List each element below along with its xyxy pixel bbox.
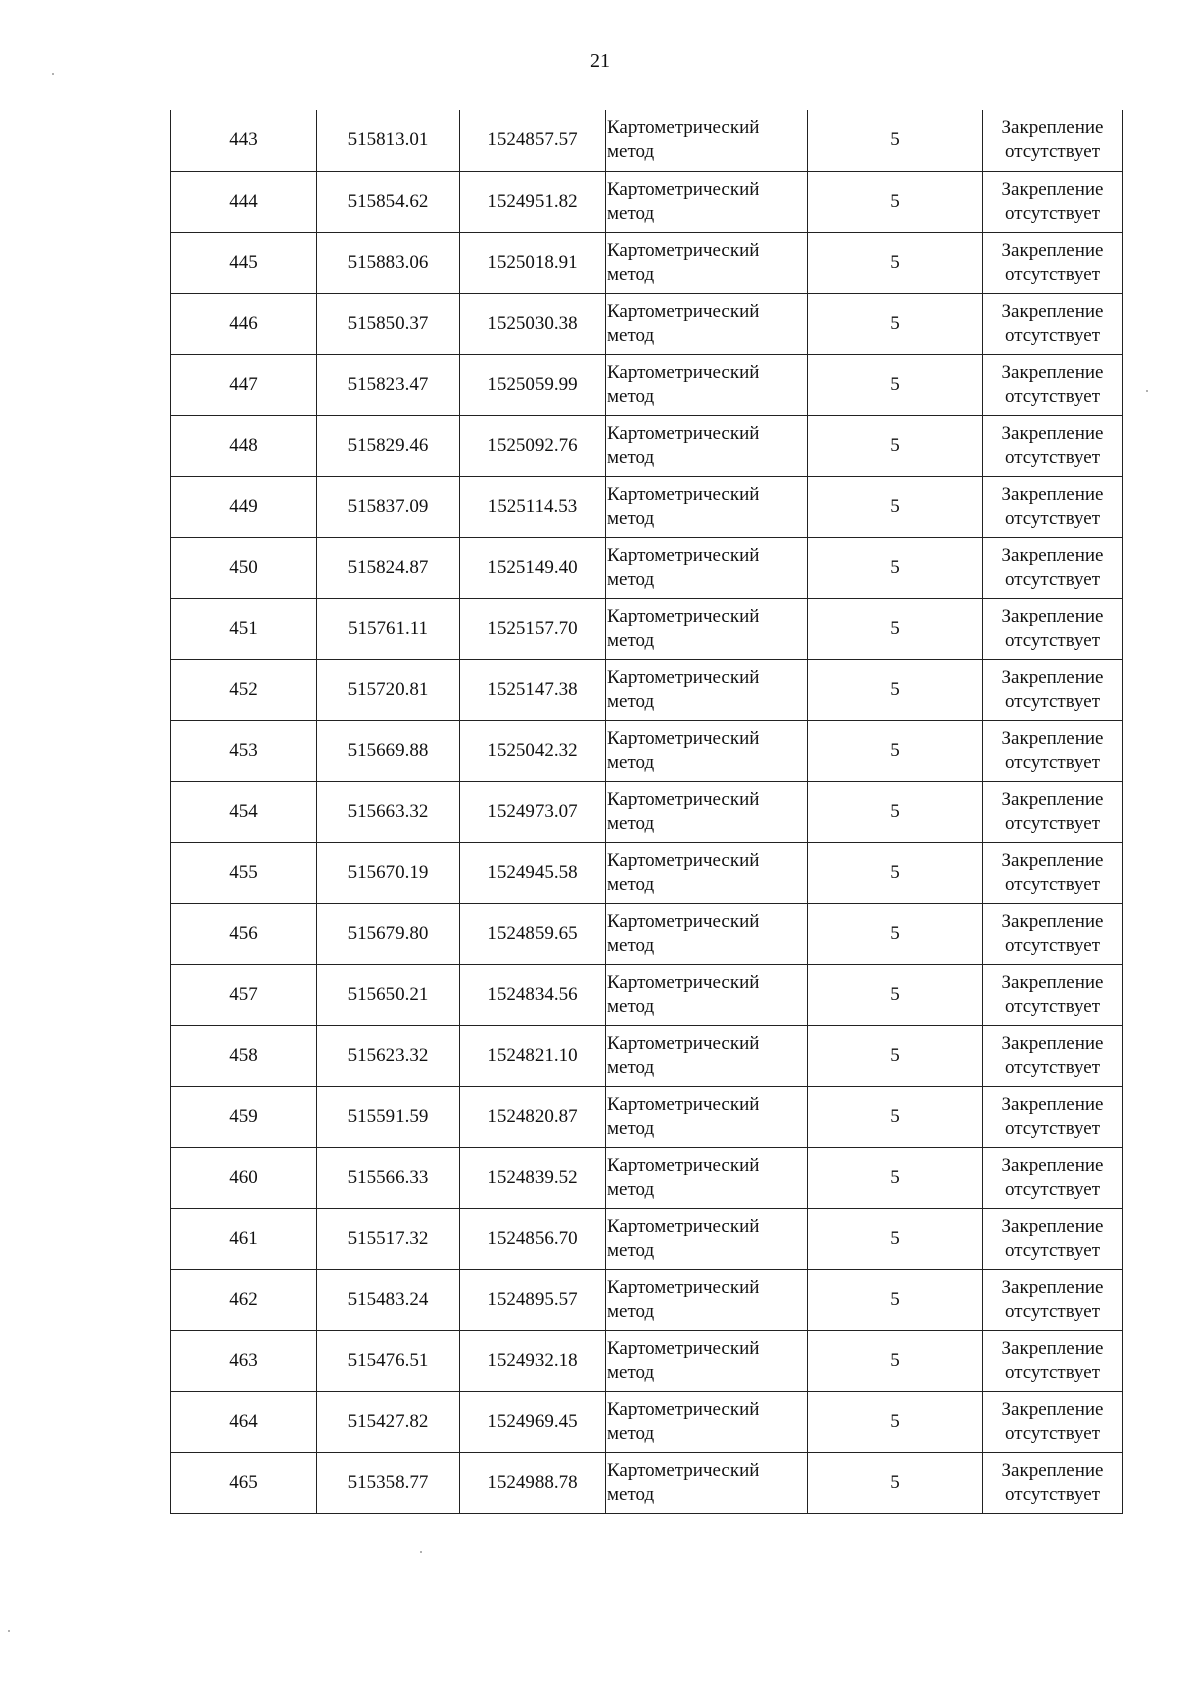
point-number-cell: 456	[171, 903, 317, 964]
method-line-2: метод	[607, 1300, 655, 1322]
fixation-cell	[983, 293, 1123, 354]
fixation-line-1: Закрепление	[1001, 1276, 1104, 1298]
x-coordinate-cell: 515720.81	[317, 659, 460, 720]
method-line-1: Картометрический	[607, 1032, 760, 1054]
accuracy-cell: 5	[808, 903, 983, 964]
table-row	[171, 1330, 1123, 1391]
accuracy-cell: 5	[808, 1208, 983, 1269]
table-row	[171, 537, 1123, 598]
y-coordinate-cell: 1524945.58	[460, 842, 606, 903]
fixation-line-1: Закрепление	[1001, 605, 1104, 627]
fixation-cell	[983, 537, 1123, 598]
y-coordinate-cell: 1524973.07	[460, 781, 606, 842]
method-line-1: Картометрический	[607, 605, 760, 627]
fixation-cell	[983, 781, 1123, 842]
x-coordinate-cell: 515850.37	[317, 293, 460, 354]
method-line-1: Картометрический	[607, 422, 760, 444]
point-number-cell: 443	[171, 110, 317, 171]
method-line-1: Картометрический	[607, 727, 760, 749]
method-line-1: Картометрический	[607, 1459, 760, 1481]
method-line-2: метод	[607, 1056, 655, 1078]
fixation-cell	[983, 720, 1123, 781]
accuracy-cell: 5	[808, 964, 983, 1025]
method-line-2: метод	[607, 1361, 655, 1383]
scan-speck	[420, 1551, 422, 1553]
method-line-1: Картометрический	[607, 544, 760, 566]
y-coordinate-cell: 1525092.76	[460, 415, 606, 476]
y-coordinate-cell: 1524839.52	[460, 1147, 606, 1208]
fixation-cell	[983, 415, 1123, 476]
point-number-cell: 449	[171, 476, 317, 537]
fixation-line-1: Закрепление	[1001, 1459, 1104, 1481]
method-line-1: Картометрический	[607, 1276, 760, 1298]
fixation-cell	[983, 1330, 1123, 1391]
method-line-2: метод	[607, 1483, 655, 1505]
method-line-1: Картометрический	[607, 117, 760, 139]
fixation-cell	[983, 659, 1123, 720]
accuracy-cell: 5	[808, 842, 983, 903]
method-line-2: метод	[607, 568, 655, 590]
fixation-line-2: отсутствует	[1004, 751, 1101, 773]
method-cell	[606, 598, 808, 659]
method-line-1: Картометрический	[607, 1337, 760, 1359]
table-row	[171, 171, 1123, 232]
method-line-1: Картометрический	[607, 178, 760, 200]
fixation-line-2: отсутствует	[1004, 568, 1101, 590]
fixation-line-2: отсутствует	[1004, 507, 1101, 529]
accuracy-cell: 5	[808, 232, 983, 293]
point-number-cell: 444	[171, 171, 317, 232]
table-row	[171, 1452, 1123, 1513]
table-row	[171, 598, 1123, 659]
fixation-line-2: отсутствует	[1004, 141, 1101, 163]
method-line-2: метод	[607, 812, 655, 834]
fixation-line-2: отсутствует	[1004, 934, 1101, 956]
fixation-line-1: Закрепление	[1001, 1337, 1104, 1359]
point-number-cell: 458	[171, 1025, 317, 1086]
fixation-cell	[983, 110, 1123, 171]
method-line-2: метод	[607, 385, 655, 407]
point-number-cell: 459	[171, 1086, 317, 1147]
accuracy-cell: 5	[808, 1086, 983, 1147]
coordinates-table-body	[171, 110, 1123, 1513]
fixation-cell	[983, 171, 1123, 232]
fixation-cell	[983, 903, 1123, 964]
fixation-line-2: отсутствует	[1004, 1300, 1101, 1322]
table-row	[171, 110, 1123, 171]
y-coordinate-cell: 1524969.45	[460, 1391, 606, 1452]
x-coordinate-cell: 515427.82	[317, 1391, 460, 1452]
method-cell	[606, 1391, 808, 1452]
point-number-cell: 465	[171, 1452, 317, 1513]
method-line-2: метод	[607, 1117, 655, 1139]
accuracy-cell: 5	[808, 781, 983, 842]
y-coordinate-cell: 1524856.70	[460, 1208, 606, 1269]
x-coordinate-cell: 515761.11	[317, 598, 460, 659]
x-coordinate-cell: 515650.21	[317, 964, 460, 1025]
method-line-1: Картометрический	[607, 1093, 760, 1115]
fixation-cell	[983, 1086, 1123, 1147]
table-row	[171, 1269, 1123, 1330]
point-number-cell: 460	[171, 1147, 317, 1208]
fixation-line-2: отсутствует	[1004, 1422, 1101, 1444]
point-number-cell: 457	[171, 964, 317, 1025]
fixation-line-1: Закрепление	[1001, 1032, 1104, 1054]
method-cell	[606, 720, 808, 781]
accuracy-cell: 5	[808, 354, 983, 415]
point-number-cell: 445	[171, 232, 317, 293]
fixation-line-2: отсутствует	[1004, 202, 1101, 224]
y-coordinate-cell: 1524820.87	[460, 1086, 606, 1147]
method-line-2: метод	[607, 507, 655, 529]
fixation-line-2: отсутствует	[1004, 1117, 1101, 1139]
y-coordinate-cell: 1524932.18	[460, 1330, 606, 1391]
fixation-line-2: отсутствует	[1004, 324, 1101, 346]
point-number-cell: 462	[171, 1269, 317, 1330]
y-coordinate-cell: 1525157.70	[460, 598, 606, 659]
x-coordinate-cell: 515829.46	[317, 415, 460, 476]
table-row	[171, 842, 1123, 903]
fixation-line-1: Закрепление	[1001, 1154, 1104, 1176]
method-line-2: метод	[607, 629, 655, 651]
table-row	[171, 1208, 1123, 1269]
fixation-cell	[983, 1452, 1123, 1513]
fixation-line-2: отсутствует	[1004, 873, 1101, 895]
method-cell	[606, 171, 808, 232]
y-coordinate-cell: 1524988.78	[460, 1452, 606, 1513]
x-coordinate-cell: 515823.47	[317, 354, 460, 415]
fixation-cell	[983, 1208, 1123, 1269]
x-coordinate-cell: 515663.32	[317, 781, 460, 842]
accuracy-cell: 5	[808, 720, 983, 781]
table-row	[171, 1391, 1123, 1452]
fixation-cell	[983, 842, 1123, 903]
y-coordinate-cell: 1525030.38	[460, 293, 606, 354]
scan-speck	[52, 73, 54, 75]
method-cell	[606, 964, 808, 1025]
fixation-line-1: Закрепление	[1001, 727, 1104, 749]
fixation-line-2: отсутствует	[1004, 629, 1101, 651]
x-coordinate-cell: 515483.24	[317, 1269, 460, 1330]
point-number-cell: 464	[171, 1391, 317, 1452]
method-cell	[606, 1330, 808, 1391]
x-coordinate-cell: 515591.59	[317, 1086, 460, 1147]
point-number-cell: 447	[171, 354, 317, 415]
table-row	[171, 354, 1123, 415]
fixation-line-1: Закрепление	[1001, 1398, 1104, 1420]
fixation-line-2: отсутствует	[1004, 1178, 1101, 1200]
fixation-line-1: Закрепление	[1001, 971, 1104, 993]
fixation-cell	[983, 1391, 1123, 1452]
method-cell	[606, 1269, 808, 1330]
x-coordinate-cell: 515679.80	[317, 903, 460, 964]
fixation-cell	[983, 476, 1123, 537]
table-row	[171, 903, 1123, 964]
table-row	[171, 415, 1123, 476]
fixation-line-1: Закрепление	[1001, 1215, 1104, 1237]
accuracy-cell: 5	[808, 1025, 983, 1086]
method-line-1: Картометрический	[607, 849, 760, 871]
point-number-cell: 446	[171, 293, 317, 354]
y-coordinate-cell: 1525042.32	[460, 720, 606, 781]
method-line-2: метод	[607, 263, 655, 285]
x-coordinate-cell: 515883.06	[317, 232, 460, 293]
method-line-2: метод	[607, 690, 655, 712]
method-line-1: Картометрический	[607, 239, 760, 261]
accuracy-cell: 5	[808, 171, 983, 232]
method-line-1: Картометрический	[607, 1215, 760, 1237]
fixation-line-1: Закрепление	[1001, 178, 1104, 200]
accuracy-cell: 5	[808, 1147, 983, 1208]
fixation-line-2: отсутствует	[1004, 446, 1101, 468]
point-number-cell: 461	[171, 1208, 317, 1269]
fixation-cell	[983, 354, 1123, 415]
x-coordinate-cell: 515623.32	[317, 1025, 460, 1086]
fixation-line-1: Закрепление	[1001, 361, 1104, 383]
table-row	[171, 1086, 1123, 1147]
y-coordinate-cell: 1524859.65	[460, 903, 606, 964]
method-line-1: Картометрический	[607, 666, 760, 688]
method-cell	[606, 293, 808, 354]
method-cell	[606, 1452, 808, 1513]
y-coordinate-cell: 1524821.10	[460, 1025, 606, 1086]
fixation-line-2: отсутствует	[1004, 1239, 1101, 1261]
fixation-line-1: Закрепление	[1001, 910, 1104, 932]
method-line-1: Картометрический	[607, 910, 760, 932]
fixation-line-2: отсутствует	[1004, 995, 1101, 1017]
fixation-line-2: отсутствует	[1004, 1361, 1101, 1383]
y-coordinate-cell: 1524834.56	[460, 964, 606, 1025]
method-cell	[606, 1086, 808, 1147]
scan-speck	[8, 1630, 10, 1632]
table-row	[171, 659, 1123, 720]
method-cell	[606, 842, 808, 903]
method-line-2: метод	[607, 324, 655, 346]
fixation-line-1: Закрепление	[1001, 666, 1104, 688]
x-coordinate-cell: 515517.32	[317, 1208, 460, 1269]
fixation-cell	[983, 1147, 1123, 1208]
accuracy-cell: 5	[808, 476, 983, 537]
fixation-line-1: Закрепление	[1001, 788, 1104, 810]
accuracy-cell: 5	[808, 1330, 983, 1391]
y-coordinate-cell: 1524895.57	[460, 1269, 606, 1330]
accuracy-cell: 5	[808, 1452, 983, 1513]
table-row	[171, 964, 1123, 1025]
x-coordinate-cell: 515824.87	[317, 537, 460, 598]
x-coordinate-cell: 515813.01	[317, 110, 460, 171]
fixation-line-1: Закрепление	[1001, 1093, 1104, 1115]
fixation-line-1: Закрепление	[1001, 117, 1104, 139]
point-number-cell: 453	[171, 720, 317, 781]
method-cell	[606, 1025, 808, 1086]
table-row	[171, 1147, 1123, 1208]
point-number-cell: 463	[171, 1330, 317, 1391]
x-coordinate-cell: 515837.09	[317, 476, 460, 537]
accuracy-cell: 5	[808, 537, 983, 598]
method-cell	[606, 476, 808, 537]
point-number-cell: 454	[171, 781, 317, 842]
accuracy-cell: 5	[808, 415, 983, 476]
method-line-2: метод	[607, 141, 655, 163]
method-cell	[606, 415, 808, 476]
fixation-cell	[983, 1025, 1123, 1086]
fixation-line-2: отсутствует	[1004, 385, 1101, 407]
point-number-cell: 448	[171, 415, 317, 476]
method-line-2: метод	[607, 751, 655, 773]
point-number-cell: 452	[171, 659, 317, 720]
fixation-line-1: Закрепление	[1001, 239, 1104, 261]
accuracy-cell: 5	[808, 110, 983, 171]
method-line-2: метод	[607, 995, 655, 1017]
y-coordinate-cell: 1524857.57	[460, 110, 606, 171]
fixation-cell	[983, 964, 1123, 1025]
method-line-2: метод	[607, 202, 655, 224]
fixation-cell	[983, 232, 1123, 293]
fixation-cell	[983, 598, 1123, 659]
fixation-line-1: Закрепление	[1001, 422, 1104, 444]
fixation-line-1: Закрепление	[1001, 849, 1104, 871]
fixation-line-1: Закрепление	[1001, 483, 1104, 505]
method-line-1: Картометрический	[607, 971, 760, 993]
accuracy-cell: 5	[808, 1269, 983, 1330]
method-cell	[606, 232, 808, 293]
method-cell	[606, 537, 808, 598]
coordinates-table	[170, 110, 1123, 1514]
fixation-line-2: отсутствует	[1004, 263, 1101, 285]
fixation-line-1: Закрепление	[1001, 300, 1104, 322]
accuracy-cell: 5	[808, 598, 983, 659]
y-coordinate-cell: 1525059.99	[460, 354, 606, 415]
x-coordinate-cell: 515566.33	[317, 1147, 460, 1208]
accuracy-cell: 5	[808, 293, 983, 354]
y-coordinate-cell: 1525018.91	[460, 232, 606, 293]
table-row	[171, 1025, 1123, 1086]
method-line-2: метод	[607, 446, 655, 468]
x-coordinate-cell: 515358.77	[317, 1452, 460, 1513]
method-cell	[606, 781, 808, 842]
y-coordinate-cell: 1525147.38	[460, 659, 606, 720]
x-coordinate-cell: 515476.51	[317, 1330, 460, 1391]
fixation-line-2: отсутствует	[1004, 690, 1101, 712]
point-number-cell: 450	[171, 537, 317, 598]
method-line-1: Картометрический	[607, 300, 760, 322]
y-coordinate-cell: 1525149.40	[460, 537, 606, 598]
x-coordinate-cell: 515670.19	[317, 842, 460, 903]
method-cell	[606, 354, 808, 415]
method-line-2: метод	[607, 1178, 655, 1200]
fixation-line-2: отсутствует	[1004, 812, 1101, 834]
method-line-1: Картометрический	[607, 483, 760, 505]
table-row	[171, 781, 1123, 842]
x-coordinate-cell: 515669.88	[317, 720, 460, 781]
page-number: 21	[590, 50, 610, 72]
method-cell	[606, 659, 808, 720]
method-cell	[606, 110, 808, 171]
accuracy-cell: 5	[808, 659, 983, 720]
point-number-cell: 451	[171, 598, 317, 659]
table-row	[171, 293, 1123, 354]
scan-speck	[1146, 390, 1148, 392]
method-line-1: Картометрический	[607, 1398, 760, 1420]
accuracy-cell: 5	[808, 1391, 983, 1452]
method-line-1: Картометрический	[607, 788, 760, 810]
fixation-line-2: отсутствует	[1004, 1056, 1101, 1078]
table-row	[171, 476, 1123, 537]
table-row	[171, 720, 1123, 781]
method-cell	[606, 1208, 808, 1269]
fixation-cell	[983, 1269, 1123, 1330]
method-line-2: метод	[607, 873, 655, 895]
fixation-line-1: Закрепление	[1001, 544, 1104, 566]
method-line-2: метод	[607, 934, 655, 956]
method-cell	[606, 903, 808, 964]
x-coordinate-cell: 515854.62	[317, 171, 460, 232]
point-number-cell: 455	[171, 842, 317, 903]
method-line-1: Картометрический	[607, 1154, 760, 1176]
fixation-line-2: отсутствует	[1004, 1483, 1101, 1505]
table-row	[171, 232, 1123, 293]
y-coordinate-cell: 1525114.53	[460, 476, 606, 537]
y-coordinate-cell: 1524951.82	[460, 171, 606, 232]
method-line-2: метод	[607, 1422, 655, 1444]
method-line-1: Картометрический	[607, 361, 760, 383]
method-line-2: метод	[607, 1239, 655, 1261]
method-cell	[606, 1147, 808, 1208]
